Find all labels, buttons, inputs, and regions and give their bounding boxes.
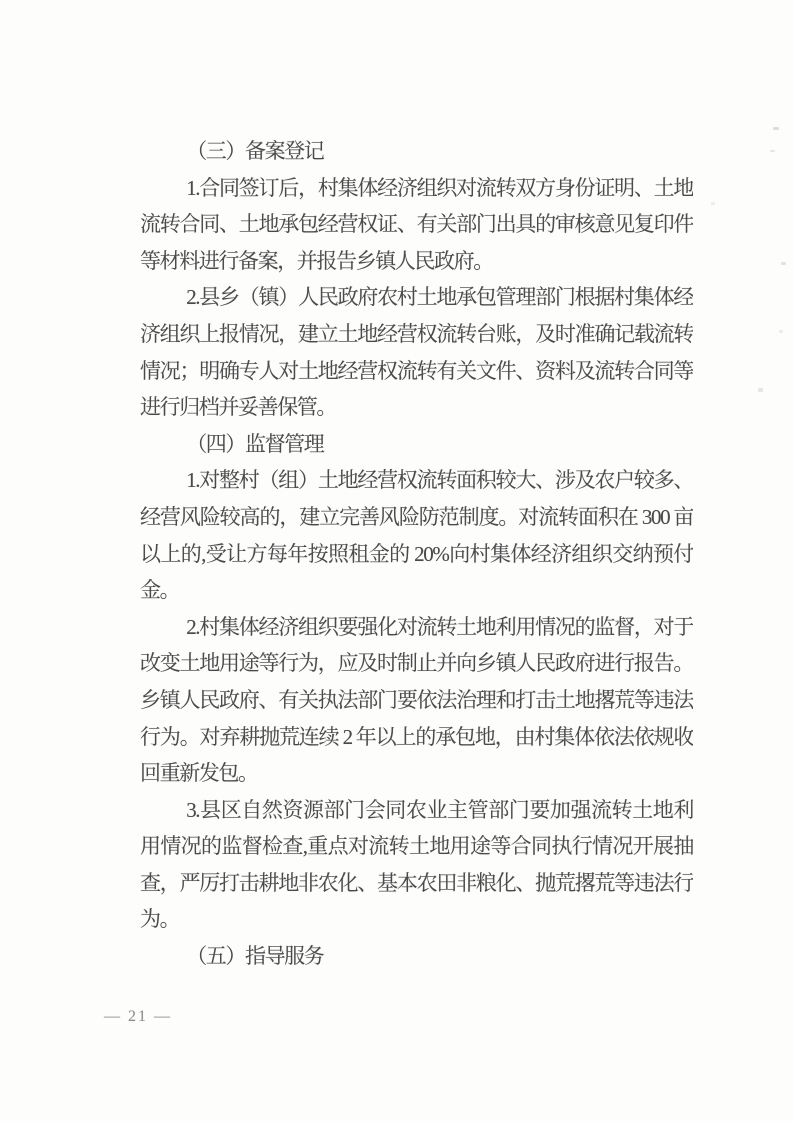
section-heading-5: （五）指导服务 bbox=[186, 944, 324, 969]
text-line: 金。 bbox=[140, 578, 180, 603]
text-line: 改变土地用途等行为，应及时制止并向乡镇人民政府进行报告。 bbox=[140, 651, 693, 676]
section-heading-4: （四）监督管理 bbox=[186, 431, 324, 456]
document-body bbox=[140, 133, 693, 975]
text-line: 用情况的监督检查,重点对流转土地用途等合同执行情况开展抽 bbox=[140, 834, 693, 859]
text-line: 以上的,受让方每年按照租金的 20%向村集体经济组织交纳预付 bbox=[140, 541, 693, 566]
text-line: 为。 bbox=[140, 907, 180, 932]
text-line: 情况；明确专人对土地经营权流转有关文件、资料及流转合同等 bbox=[140, 358, 693, 383]
text-line: 行为。对弃耕抛荒连续 2 年以上的承包地，由村集体依法依规收 bbox=[140, 724, 693, 749]
text-line: 2.村集体经济组织要强化对流转土地利用情况的监督，对于 bbox=[186, 614, 693, 639]
text-line: 1.合同签订后，村集体经济组织对流转双方身份证明、土地 bbox=[186, 175, 693, 200]
scan-artifact bbox=[758, 388, 763, 392]
text-line: 经营风险较高的，建立完善风险防范制度。对流转面积在 300 亩 bbox=[140, 504, 693, 529]
page-number: — 21 — bbox=[104, 1008, 172, 1025]
text-line: 1.对整村（组）土地经营权流转面积较大、涉及农户较多、 bbox=[186, 468, 693, 493]
text-line: 济组织上报情况，建立土地经营权流转台账，及时准确记载流转 bbox=[140, 321, 693, 346]
text-line: 流转合同、土地承包经营权证、有关部门出具的审核意见复印件 bbox=[140, 212, 693, 237]
scan-artifact bbox=[711, 202, 715, 205]
text-line: 3.县区自然资源部门会同农业主管部门要加强流转土地利 bbox=[186, 797, 693, 822]
text-line: 回重新发包。 bbox=[140, 761, 258, 786]
text-line: 查，严厉打击耕地非农化、基本农田非粮化、抛荒撂荒等违法行 bbox=[140, 870, 693, 895]
section-heading-3: （三）备案登记 bbox=[186, 139, 324, 163]
scan-artifact bbox=[779, 330, 783, 333]
scan-artifact bbox=[781, 262, 786, 265]
text-line: 2.县乡（镇）人民政府农村土地承包管理部门根据村集体经 bbox=[186, 285, 693, 310]
text-line: 进行归档并妥善保管。 bbox=[140, 395, 336, 420]
text-line: 乡镇人民政府、有关执法部门要依法治理和打击土地撂荒等违法 bbox=[140, 687, 693, 712]
scan-artifact bbox=[773, 127, 779, 130]
text-line: 等材料进行备案，并报告乡镇人民政府。 bbox=[140, 248, 493, 273]
scan-artifact bbox=[770, 150, 775, 152]
